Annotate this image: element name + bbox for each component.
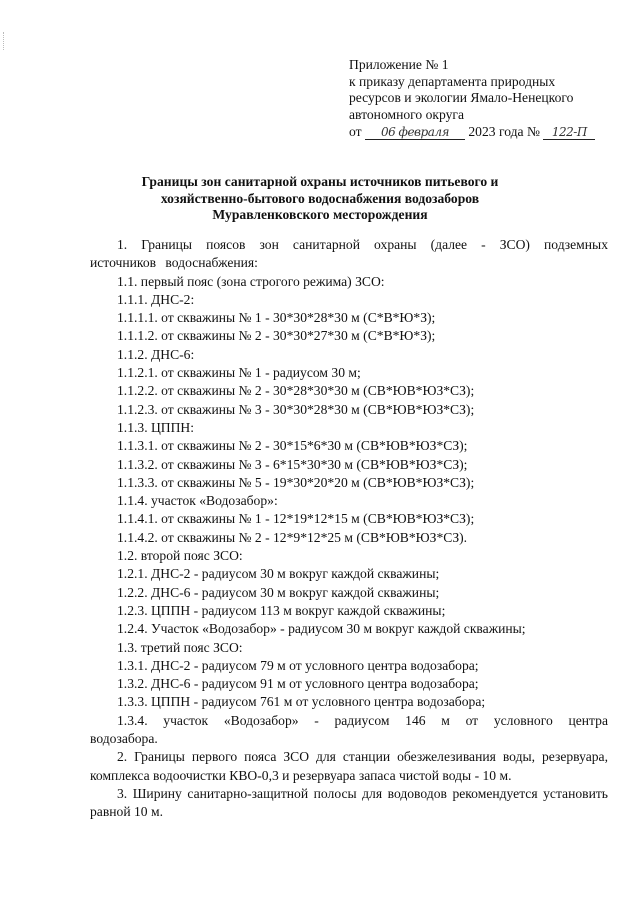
title-line: Границы зон санитарной охраны источников питьевого и xyxy=(141,174,499,189)
paragraph: 1.2.3. ЦППН - радиусом 113 м вокруг каждой скважины; xyxy=(117,602,446,618)
paragraph: 1.1.1.2. от скважины № 2 - 30*30*27*30 м (С*В*Ю*З); xyxy=(117,328,436,344)
paragraph: 1.1.2.2. от скважины № 2 - 30*28*30*30 м (СВ*ЮВ*ЮЗ*СЗ); xyxy=(117,383,475,399)
paragraph: 3. Ширину санитарно-защитной полосы для водоводов рекомендуется установить равной 10 м. xyxy=(90,785,608,820)
paragraph: 1.3.4. участок «Водозабор» - радиусом 146 м от условного центра водозабора. xyxy=(90,712,608,747)
date-prefix: от xyxy=(349,123,362,139)
paragraph: 1.2.2. ДНС-6 - радиусом 30 м вокруг каждой скважины; xyxy=(117,584,440,600)
paragraph: 1.2.1. ДНС-2 - радиусом 30 м вокруг каждой скважины; xyxy=(117,566,440,582)
paragraph: 1.2.4. Участок «Водозабор» - радиусом 30 м вокруг каждой скважины; xyxy=(117,621,526,637)
paragraph: 1.1.4.2. от скважины № 2 - 12*9*12*25 м (СВ*ЮВ*ЮЗ*СЗ). xyxy=(117,529,468,545)
paragraph: 1.3. третий пояс ЗСО: xyxy=(117,639,243,655)
date-year: 2023 года № xyxy=(468,123,540,139)
paragraph: 1.1.2.3. от скважины № 3 - 30*30*28*30 м (СВ*ЮВ*ЮЗ*СЗ); xyxy=(117,401,475,417)
paragraph: 1.3.2. ДНС-6 - радиусом 91 м от условного центра водозабора; xyxy=(117,676,479,692)
title-line: Муравленковского месторождения xyxy=(212,207,428,222)
paragraph: 1.1.3.3. от скважины № 5 - 19*30*20*20 м (СВ*ЮВ*ЮЗ*СЗ); xyxy=(117,474,475,490)
appendix-line: ресурсов и экологии Ямало-Ненецкого xyxy=(349,90,574,106)
paragraph: 1. Границы поясов зон санитарной охраны (далее - ЗСО) подземных источников водоснабжения: xyxy=(90,237,608,271)
paragraph: 1.1.3.2. от скважины № 3 - 6*15*30*30 м (СВ*ЮВ*ЮЗ*СЗ); xyxy=(117,456,468,472)
paragraph: 1.1.3.1. от скважины № 2 - 30*15*6*30 м (СВ*ЮВ*ЮЗ*СЗ); xyxy=(117,438,468,454)
document-body xyxy=(90,236,608,822)
paragraph: 1.1.3. ЦППН: xyxy=(117,419,195,435)
appendix-line: Приложение № 1 xyxy=(349,57,449,72)
paragraph: 2. Границы первого пояса ЗСО для станции обезжелезивания воды, резервуара, комплекса водоочистки КВО-0,3 и резервуара запаса чистой воды - 10 м. xyxy=(90,749,608,783)
paragraph: 1.1.2.1. от скважины № 1 - радиусом 30 м; xyxy=(117,365,361,381)
paragraph: 1.3.3. ЦППН - радиусом 761 м от условного центра водозабора; xyxy=(117,694,486,710)
paragraph: 1.1.4.1. от скважины № 1 - 12*19*12*15 м (СВ*ЮВ*ЮЗ*СЗ); xyxy=(117,511,475,527)
appendix-line: к приказу департамента природных xyxy=(349,73,556,89)
scan-margin-mark xyxy=(3,32,6,50)
paragraph: 1.1. первый пояс (зона строгого режима) ЗСО: xyxy=(117,273,385,289)
appendix-header xyxy=(349,57,629,141)
document-title xyxy=(90,174,550,224)
paragraph: 1.3.1. ДНС-2 - радиусом 79 м от условного центра водозабора; xyxy=(117,657,479,673)
title-line: хозяйственно-бытового водоснабжения водозаборов xyxy=(160,190,480,206)
paragraph: 1.1.1. ДНС-2: xyxy=(117,291,195,307)
appendix-line: автономного округа xyxy=(349,107,465,123)
paragraph: 1.1.1.1. от скважины № 1 - 30*30*28*30 м (С*В*Ю*З); xyxy=(117,310,436,326)
paragraph: 1.2. второй пояс ЗСО: xyxy=(117,548,243,564)
handwritten-date: 06 февраля xyxy=(365,126,465,140)
paragraph: 1.1.2. ДНС-6: xyxy=(117,346,195,362)
handwritten-number: 122-П xyxy=(543,126,595,140)
paragraph: 1.1.4. участок «Водозабор»: xyxy=(117,493,278,509)
appendix-date-line xyxy=(349,124,629,141)
